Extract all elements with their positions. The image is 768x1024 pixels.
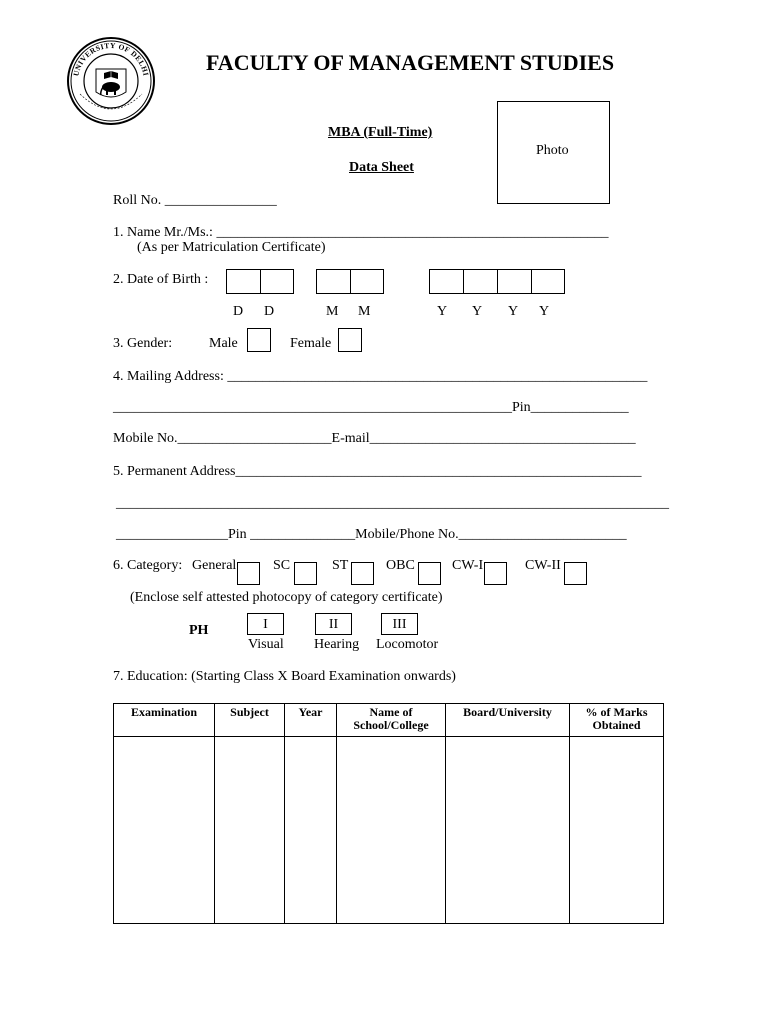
permanent-address-field[interactable]: 5. Permanent Address__________________________________________________________ <box>113 464 642 479</box>
column-header-examination: Examination <box>114 704 215 737</box>
column-header-school: Name of School/College <box>337 704 446 737</box>
dob-day-field[interactable] <box>226 269 294 294</box>
dob-year-field[interactable] <box>429 269 565 294</box>
ph-visual-checkbox[interactable] <box>247 613 284 635</box>
photo-label: Photo <box>536 143 569 158</box>
photo-box[interactable] <box>497 101 610 204</box>
category-cw2-checkbox[interactable] <box>564 562 587 585</box>
mailing-address-line2-field[interactable]: _________________________________________________________Pin______________ <box>113 400 629 415</box>
category-note: (Enclose self attested photocopy of category certificate) <box>130 590 443 605</box>
ph-hearing-checkbox[interactable] <box>315 613 352 635</box>
category-cw2-label: CW-II <box>525 558 561 573</box>
education-header-row <box>114 704 664 737</box>
ph-visual-label: Visual <box>248 637 284 652</box>
column-header-year: Year <box>285 704 337 737</box>
category-st-label: ST <box>332 558 349 573</box>
dob-caption-y3: Y <box>508 304 519 319</box>
dob-caption-d2: D <box>264 304 275 319</box>
subject-cell[interactable] <box>215 737 285 924</box>
gender-label: 3. Gender: <box>113 336 173 351</box>
ph-hearing-code: II <box>328 617 339 632</box>
name-field[interactable]: 1. Name Mr./Ms.: ________________________________________________________ <box>113 225 609 240</box>
dob-caption-y1: Y <box>437 304 448 319</box>
name-note: (As per Matriculation Certificate) <box>137 240 326 255</box>
dob-caption-m1: M <box>326 304 339 319</box>
ph-hearing-label: Hearing <box>314 637 360 652</box>
gender-male-label: Male <box>209 336 238 351</box>
roll-number-field[interactable]: Roll No. ________________ <box>113 193 277 208</box>
education-table <box>113 703 664 924</box>
svg-text:UNIVERSITY OF DELHI: UNIVERSITY OF DELHI <box>71 40 151 77</box>
dob-month-field[interactable] <box>316 269 384 294</box>
column-header-subject: Subject <box>215 704 285 737</box>
category-obc-label: OBC <box>386 558 415 573</box>
category-obc-checkbox[interactable] <box>418 562 441 585</box>
column-header-board: Board/University <box>446 704 570 737</box>
ph-locomotor-label: Locomotor <box>376 637 439 652</box>
category-st-checkbox[interactable] <box>351 562 374 585</box>
ph-locomotor-code: III <box>392 617 407 632</box>
dob-caption-m2: M <box>358 304 371 319</box>
permanent-address-line2-field[interactable]: _______________________________________________________________________________ <box>116 496 669 511</box>
education-entry-row <box>114 737 664 924</box>
category-sc-checkbox[interactable] <box>294 562 317 585</box>
column-header-marks: % of Marks Obtained <box>570 704 664 737</box>
ph-label: PH <box>189 623 209 638</box>
page-title: FACULTY OF MANAGEMENT STUDIES <box>206 50 615 75</box>
year-cell[interactable] <box>285 737 337 924</box>
category-cw1-label: CW-I <box>452 558 484 573</box>
dob-caption-d1: D <box>233 304 244 319</box>
dob-label: 2. Date of Birth : <box>113 272 209 287</box>
dob-caption-y4: Y <box>539 304 550 319</box>
category-label: 6. Category: <box>113 558 183 573</box>
board-cell[interactable] <box>446 737 570 924</box>
category-general-label: General <box>192 558 237 573</box>
gender-male-checkbox[interactable] <box>247 328 271 352</box>
program-heading: MBA (Full-Time) <box>328 125 433 140</box>
sheet-heading: Data Sheet <box>349 160 414 175</box>
gender-female-label: Female <box>290 336 332 351</box>
education-label: 7. Education: (Starting Class X Board Examination onwards) <box>113 669 456 684</box>
mailing-address-field[interactable]: 4. Mailing Address: ____________________________________________________________ <box>113 369 648 384</box>
category-general-checkbox[interactable] <box>237 562 260 585</box>
university-seal-logo <box>66 36 156 126</box>
mobile-email-field[interactable]: Mobile No.______________________E-mail______________________________________ <box>113 431 636 446</box>
examination-cell[interactable] <box>114 737 215 924</box>
category-cw1-checkbox[interactable] <box>484 562 507 585</box>
ph-visual-code: I <box>263 617 268 632</box>
marks-cell[interactable] <box>570 737 664 924</box>
category-sc-label: SC <box>273 558 291 573</box>
permanent-pin-phone-field[interactable]: ________________Pin _______________Mobile/Phone No.________________________ <box>116 527 627 542</box>
school-cell[interactable] <box>337 737 446 924</box>
dob-caption-y2: Y <box>472 304 483 319</box>
gender-female-checkbox[interactable] <box>338 328 362 352</box>
ph-locomotor-checkbox[interactable] <box>381 613 418 635</box>
